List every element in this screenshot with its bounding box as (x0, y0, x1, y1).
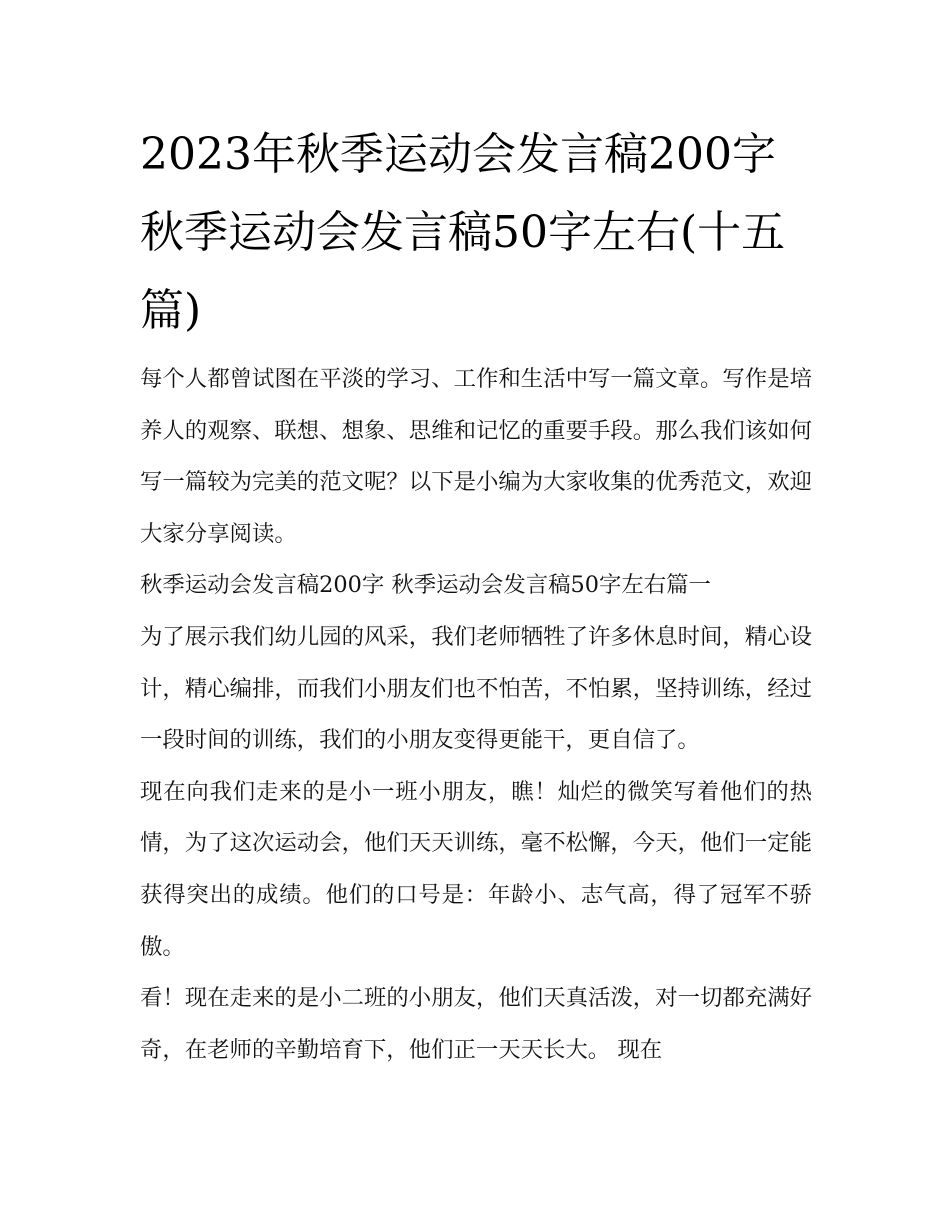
section-heading: 秋季运动会发言稿200字 秋季运动会发言稿50字左右篇一 (140, 572, 711, 599)
document-title: 2023年秋季运动会发言稿200字 秋季运动会发言稿50字左右(十五篇) (140, 129, 786, 336)
body-paragraph: 看！现在走来的是小二班的小朋友，他们天真活泼，对一切都充满好奇，在老师的辛勤培育下，他们正一天天长大。 现在 (140, 985, 812, 1063)
body-paragraph: 现在向我们走来的是小一班小朋友，瞧！灿烂的微笑写着他们的热情，为了这次运动会，他们天天训练，毫不松懈，今天，他们一定能获得突出的成绩。他们的口号是：年龄小、志气高，得了冠军不骄傲。 (140, 778, 812, 960)
document-body (140, 354, 812, 1076)
body-paragraph: 为了展示我们幼儿园的风采，我们老师牺牲了许多休息时间，精心设计，精心编排，而我们小朋友们也不怕苦，不怕累，坚持训练，经过一段时间的训练，我们的小朋友变得更能干，更自信了。 (140, 623, 812, 754)
intro-paragraph: 每个人都曾试图在平淡的学习、工作和生活中写一篇文章。写作是培养人的观察、联想、想象、思维和记忆的重要手段。那么我们该如何写一篇较为完美的范文呢？以下是小编为大家收集的优秀范文，欢迎大家分享阅读。 (140, 366, 812, 547)
